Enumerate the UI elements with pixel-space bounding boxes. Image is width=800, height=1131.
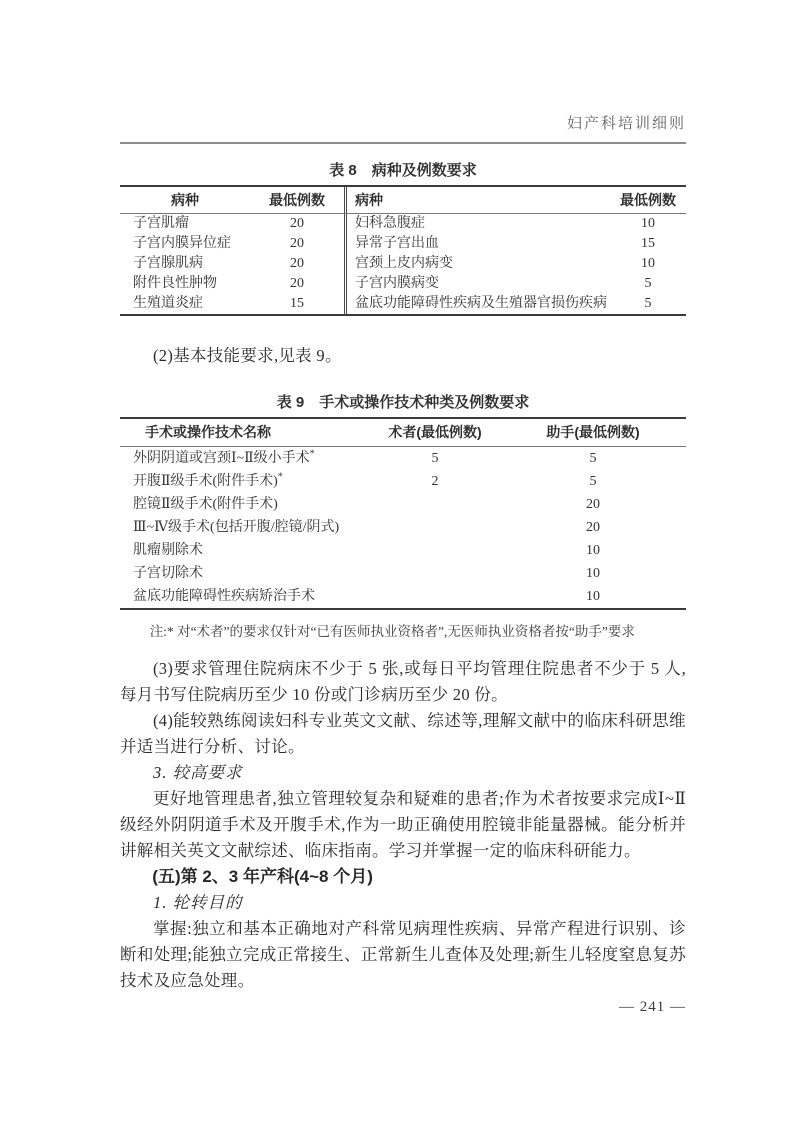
- table8-caption-label: 表 8: [329, 162, 357, 179]
- asterisk-marker: *: [309, 448, 315, 460]
- operator-cases-cell: [370, 562, 500, 585]
- paragraph-mastery-goals: 掌握:独立和基本正确地对产科常见病理性疾病、异常产程进行识别、诊断和处理;能独立完成正常接生、正常新生儿查体及处理;新生儿轻度窒息复苏技术及应急处理。: [120, 919, 686, 990]
- min-cases-cell: 15: [641, 236, 655, 251]
- min-cases-cell: 20: [290, 276, 304, 291]
- operator-cases-cell: [370, 493, 500, 516]
- table9-caption-label: 表 9: [276, 394, 305, 411]
- table-row: [120, 214, 686, 234]
- min-cases-cell: 10: [641, 256, 655, 271]
- operator-cases-cell: [370, 516, 500, 539]
- assistant-cases-cell: 10: [586, 543, 600, 558]
- column-header: 病种: [344, 187, 610, 213]
- assistant-cases-cell: 5: [589, 474, 597, 489]
- table-row: [120, 274, 686, 294]
- page-number: — 241 —: [619, 999, 686, 1015]
- table-row: [120, 234, 686, 254]
- column-header: 最低例数: [269, 192, 325, 208]
- running-header: 妇产科培训细则: [120, 112, 686, 144]
- table-row: [120, 562, 686, 585]
- min-cases-cell: 20: [290, 216, 304, 231]
- procedure-cell: 盆底功能障碍性疾病矫治手术: [133, 589, 315, 604]
- column-header: 助手(最低例数): [546, 424, 640, 440]
- assistant-cases-cell: 20: [586, 520, 600, 535]
- operator-cases-cell: 2: [431, 474, 439, 489]
- min-cases-cell: 20: [290, 236, 304, 251]
- disease-cell: 附件良性肿物: [133, 276, 217, 291]
- column-header: 最低例数: [620, 192, 676, 208]
- table-row: [120, 294, 686, 314]
- heading-rotation-purpose: 1. 轮转目的: [153, 893, 243, 912]
- table8: [120, 185, 686, 316]
- disease-cell: 生殖道炎症: [133, 296, 203, 311]
- table8-header-row: [120, 187, 686, 214]
- table-row: [120, 493, 686, 516]
- disease-cell: 宫颈上皮内病变: [344, 254, 610, 274]
- table8-caption: [120, 161, 686, 181]
- operator-cases-cell: 5: [431, 451, 439, 466]
- operator-cases-cell: [370, 539, 500, 562]
- min-cases-cell: 5: [644, 296, 652, 311]
- procedure-cell: 肌瘤剔除术: [133, 543, 203, 558]
- assistant-cases-cell: 20: [586, 497, 600, 512]
- min-cases-cell: 5: [644, 276, 652, 291]
- table9-caption: [120, 393, 686, 413]
- table9-footnote: 注:* 对“术者”的要求仅针对“已有医师执业资格者”,无医师执业资格者按“助手”要求: [149, 624, 635, 639]
- heading-advanced-requirements: 3. 较高要求: [153, 763, 243, 782]
- min-cases-cell: 15: [290, 296, 304, 311]
- procedure-cell: 子宫切除术: [133, 566, 203, 581]
- table9: [120, 417, 686, 610]
- disease-cell: 盆底功能障碍性疾病及生殖器官损伤疾病: [344, 294, 610, 314]
- paragraph-advanced-detail: 更好地管理患者,独立管理较复杂和疑难的患者;作为术者按要求完成Ⅰ~Ⅱ级经外阴阴道手术及开腹手术,作为一助正确使用腔镜非能量器械。能分析并讲解相关英文文献综述、临床指南。学习并掌握一定的临床科研能力。: [120, 789, 686, 860]
- table-row: [120, 470, 686, 493]
- procedure-cell: 外阴阴道或宫颈Ⅰ~Ⅱ级小手术*: [133, 448, 315, 466]
- asterisk-marker: *: [277, 471, 283, 483]
- table8-caption-text: 病种及例数要求: [371, 162, 477, 179]
- table-row: [120, 447, 686, 470]
- disease-cell: 子宫内膜异位症: [133, 236, 231, 251]
- procedure-cell: 开腹Ⅱ级手术(附件手术)*: [133, 471, 283, 489]
- disease-cell: 子宫肌瘤: [133, 216, 189, 231]
- column-header: 术者(最低例数): [388, 424, 482, 440]
- table-row: [120, 254, 686, 274]
- table-row: [120, 516, 686, 539]
- paragraph-basic-skills: (2)基本技能要求,见表 9。: [153, 346, 342, 365]
- procedure-cell: 腔镜Ⅱ级手术(附件手术): [133, 497, 278, 512]
- disease-cell: 妇科急腹症: [344, 214, 610, 234]
- procedure-cell: Ⅲ~Ⅳ级手术(包括开腹/腔镜/阴式): [133, 520, 340, 535]
- paragraph-english-literature: (4)能较熟练阅读妇科专业英文文献、综述等,理解文献中的临床科研思维并适当进行分析、讨论。: [120, 711, 686, 756]
- table9-caption-text: 手术或操作技术种类及例数要求: [319, 394, 530, 411]
- disease-cell: 子宫内膜病变: [344, 274, 610, 294]
- min-cases-cell: 20: [290, 256, 304, 271]
- assistant-cases-cell: 5: [589, 451, 597, 466]
- min-cases-cell: 10: [641, 216, 655, 231]
- column-header: 病种: [171, 192, 199, 208]
- assistant-cases-cell: 10: [586, 566, 600, 581]
- table9-header-row: [120, 419, 686, 447]
- disease-cell: 异常子宫出血: [344, 234, 610, 254]
- table-row: [120, 585, 686, 608]
- table-row: [120, 539, 686, 562]
- paragraph-ward-management: (3)要求管理住院病床不少于 5 张,或每日平均管理住院患者不少于 5 人,每月书写住院病历至少 10 份或门诊病历至少 20 份。: [120, 659, 686, 704]
- assistant-cases-cell: 10: [586, 589, 600, 604]
- column-header: 手术或操作技术名称: [145, 424, 271, 440]
- operator-cases-cell: [370, 585, 500, 608]
- disease-cell: 子宫腺肌病: [133, 256, 203, 271]
- heading-section5-obstetrics: (五)第 2、3 年产科(4~8 个月): [152, 867, 373, 886]
